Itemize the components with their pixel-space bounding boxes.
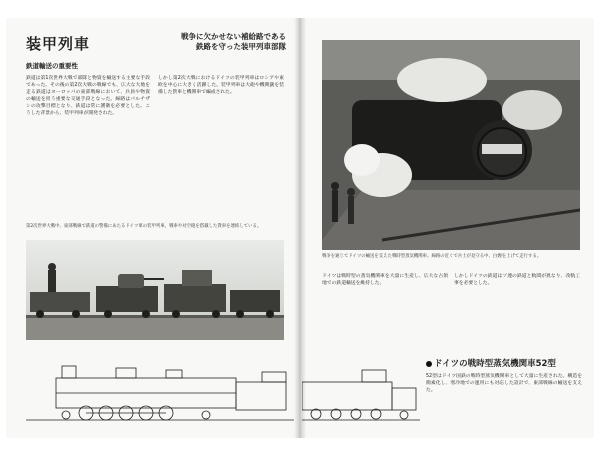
photo-caption: 第2次世界大戦中、東部戦線で鉄道の警備にあたるドイツ軍の装甲列車。戦車や対空砲を搭載した貨車を連結している。 (26, 224, 262, 229)
subtitle-line-2: 鉄路を守った装甲列車部隊 (196, 41, 286, 51)
body-column-2: しかし第2次大戦におけるドイツの装甲列車はロシアや東欧を中心に大きく活躍した。装甲列車は大砲や機関銃を装備した貨車と機関車で編成された。 (158, 76, 284, 95)
locomotive-section-heading (426, 358, 556, 370)
bullet-dot-icon (426, 361, 432, 367)
book-spread (6, 18, 594, 438)
page-subtitle (156, 32, 286, 52)
body-column-right-3: 52型はドイツ国鉄の戦時型蒸気機関車として大量に生産された。構造を簡素化し、寒冷地での運用にも対応した設計で、東部戦線の輸送を支えた。 (426, 374, 582, 393)
locomotive-line-drawing-right (302, 358, 422, 428)
body-column-right-1: ドイツは戦時型の蒸気機関車を大量に生産し、広大な占領地での鉄道輸送を維持した。 (322, 274, 448, 286)
right-page (302, 18, 594, 438)
body-column-right-2: しかしドイツの鉄道はソ連の鉄道と軌間が異なり、改軌工事を必要とした。 (454, 274, 580, 286)
body-column-1: 鉄道は第1次世界大戦で部隊と物資を輸送する主要な手段であった。その後の第2次大戦の戦線でも、広大な大地を走る鉄道はヨーロッパの東部戦線において、兵員や物資の輸送を担う重要な交通手段となった。線路はパルチザンの攻撃目標となり、鉄道は常に護衛を必要とした。こうした背景から、装甲列車が開発された。 (26, 76, 150, 116)
steam-locomotive-illustration (322, 40, 580, 250)
armored-train-photo (26, 240, 284, 340)
page-title: 装甲列車 (26, 35, 91, 53)
left-page (6, 18, 298, 438)
subtitle-line-1: 戦争に欠かせない補給路である (181, 32, 286, 41)
locomotive-line-drawing-left (26, 358, 296, 428)
section-heading: 鉄道輸送の重要性 (26, 62, 78, 70)
steam-locomotive-photo (322, 40, 580, 250)
photo-caption-right: 戦争を通じてドイツの輸送を支えた戦時型蒸気機関車。線路の近くで兵士が見守る中、白煙を上げて走行する。 (322, 254, 542, 259)
armored-train-illustration (26, 240, 284, 340)
locomotive-section-heading-text: ドイツの戦時型蒸気機関車52型 (434, 359, 556, 369)
